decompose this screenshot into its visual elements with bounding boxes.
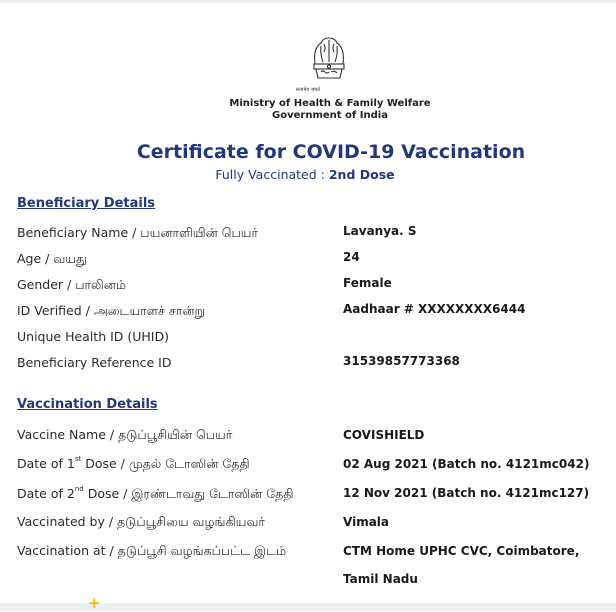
vaccination-details-heading: Vaccination Details bbox=[17, 397, 158, 412]
reference-id-value: 31539857773368 bbox=[343, 354, 460, 368]
second-dose-value: 12 Nov 2021 (Batch no. 4121mc127) bbox=[343, 486, 590, 500]
government-name: Government of India bbox=[272, 110, 388, 121]
id-verified-label: ID Verified / அடையாளச் சான்று bbox=[17, 303, 205, 318]
second-dose-label-post: Dose / இரண்டாவது டோஸின் தேதி bbox=[83, 486, 294, 501]
first-dose-value: 02 Aug 2021 (Batch no. 4121mc042) bbox=[343, 457, 590, 471]
beneficiary-name-value: Lavanya. S bbox=[343, 224, 417, 238]
vaccine-name-value: COVISHIELD bbox=[343, 428, 425, 442]
beneficiary-details-heading: Beneficiary Details bbox=[17, 196, 156, 211]
vaccinated-by-label: Vaccinated by / தடுப்பூசியை வழங்கியவர் bbox=[17, 514, 265, 529]
age-value: 24 bbox=[343, 250, 360, 264]
age-label: Age / வயது bbox=[17, 251, 87, 266]
first-dose-label-pre: Date of 1 bbox=[17, 456, 75, 471]
gender-label: Gender / பாலினம் bbox=[17, 277, 126, 292]
gender-value: Female bbox=[343, 276, 392, 290]
second-dose-label-sup: nd bbox=[74, 485, 84, 493]
vaccinated-at-value-line1: CTM Home UPHC CVC, Coimbatore, bbox=[343, 544, 580, 558]
first-dose-label-sup: st bbox=[74, 455, 82, 463]
emblem-caption: सत्यमेव जयते bbox=[295, 87, 321, 93]
status-value: 2nd Dose bbox=[328, 167, 395, 182]
top-divider bbox=[0, 0, 616, 3]
certificate-title: Certificate for COVID-19 Vaccination bbox=[136, 141, 526, 163]
first-dose-label bbox=[17, 456, 250, 473]
second-dose-label bbox=[17, 486, 293, 503]
plus-icon[interactable]: + bbox=[88, 594, 101, 612]
reference-id-label: Beneficiary Reference ID bbox=[17, 355, 172, 370]
uhid-label: Unique Health ID (UHID) bbox=[17, 329, 169, 344]
ministry-name: Ministry of Health & Family Welfare bbox=[229, 98, 431, 109]
vaccine-name-label: Vaccine Name / தடுப்பூசியின் பெயர் bbox=[17, 427, 233, 442]
second-dose-label-pre: Date of 2 bbox=[17, 486, 75, 501]
vaccinated-by-value: Vimala bbox=[343, 515, 390, 529]
vaccination-status bbox=[0, 167, 610, 182]
id-verified-value: Aadhaar # XXXXXXXX6444 bbox=[343, 302, 526, 316]
first-dose-label-post: Dose / முதல் டோஸின் தேதி bbox=[81, 456, 250, 471]
status-prefix: Fully Vaccinated : bbox=[215, 167, 329, 182]
beneficiary-name-label: Beneficiary Name / பயனாளியின் பெயர் bbox=[17, 225, 258, 240]
national-emblem-icon bbox=[307, 34, 351, 92]
vaccinated-at-value-line2: Tamil Nadu bbox=[343, 572, 418, 586]
vaccinated-at-label: Vaccination at / தடுப்பூசி வழங்கப்பட்ட இடம் bbox=[17, 543, 287, 558]
